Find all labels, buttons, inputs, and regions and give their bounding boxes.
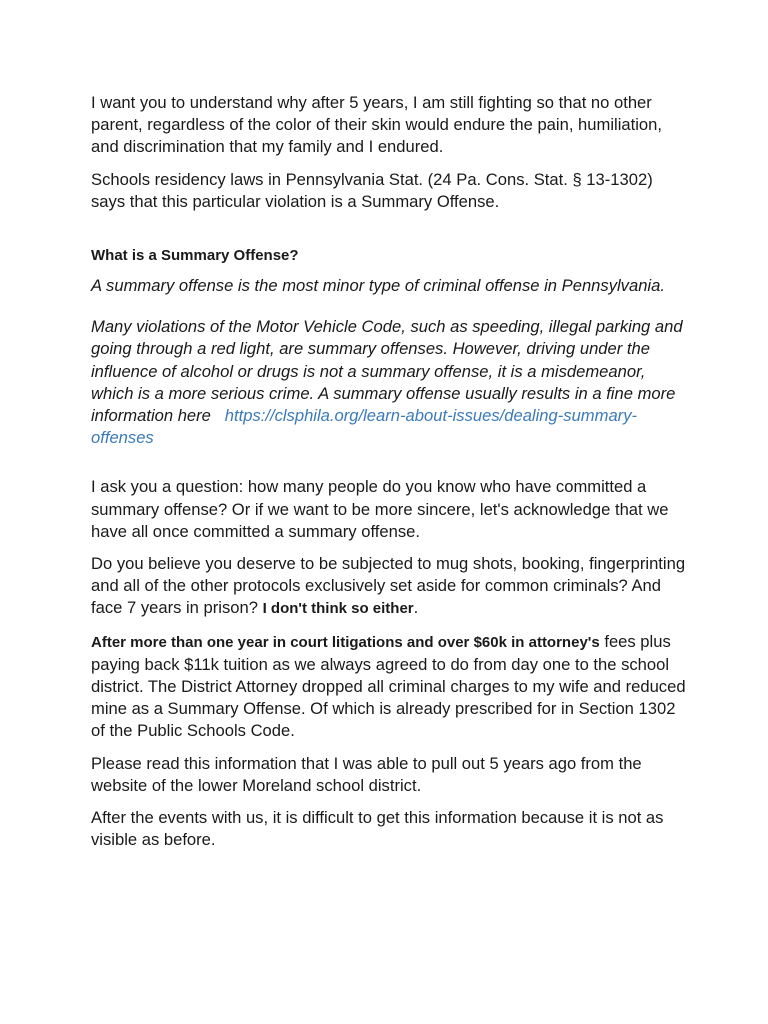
paragraph-litigation-bold: After more than one year in court litigations and over $60k in attorney's xyxy=(91,633,600,651)
paragraph-question: I ask you a question: how many people do you know who have committed a summary offense? Or if we want to be more sincere, let's acknowledge that we have all once committed a summary offense. xyxy=(91,477,669,541)
paragraph-protocols-bold: I don't think so either xyxy=(262,600,414,618)
quote-examples-text: Many violations of the Motor Vehicle Code, such as speeding, illegal parking and going through a red light, are summary offenses. However, driving under the influence of alcohol or drugs is not a summary offense, it is a misdemeanor, which is a more serious crime. A summary offense usually results in a fine more information here xyxy=(91,317,683,426)
quote-examples xyxy=(91,316,691,449)
paragraph-litigation xyxy=(91,631,691,743)
paragraph-residency-law: Schools residency laws in Pennsylvania Stat. (24 Pa. Cons. Stat. § 13-1302) says that this particular violation is a Summary Offense. xyxy=(91,169,653,211)
paragraph-litigation-text: fees plus paying back $11k tuition as we always agreed to do from day one to the school district. The District Attorney dropped all criminal charges to my wife and reduced mine as a Summary Offense. Of which is already prescribed for in Section 1302 of the Public Schools Code. xyxy=(91,631,686,741)
paragraph-intro: I want you to understand why after 5 years, I am still fighting so that no other parent, regardless of the color of their skin would endure the pain, humiliation, and discrimination that my family and I endured. xyxy=(91,93,662,157)
paragraph-protocols xyxy=(91,553,691,621)
document-body xyxy=(91,92,691,851)
paragraph-protocols-text: Do you believe you deserve to be subjected to mug shots, booking, fingerprinting and all of the other protocols exclusively set aside for common criminals? And face 7 years in prison? xyxy=(91,554,686,618)
paragraph-visibility: After the events with us, it is difficult to get this information because it is not as visible as before. xyxy=(91,808,664,850)
paragraph-protocols-end: . xyxy=(413,598,419,618)
paragraph-website-info: Please read this information that I was able to pull out 5 years ago from the website of the lower Moreland school district. xyxy=(91,753,642,795)
info-link[interactable]: https://clsphila.org/learn-about-issues/dealing-summary-offenses xyxy=(91,406,638,448)
quote-definition: A summary offense is the most minor type of criminal offense in Pennsylvania. xyxy=(91,276,665,296)
section-heading: What is a Summary Offense? xyxy=(91,247,299,265)
